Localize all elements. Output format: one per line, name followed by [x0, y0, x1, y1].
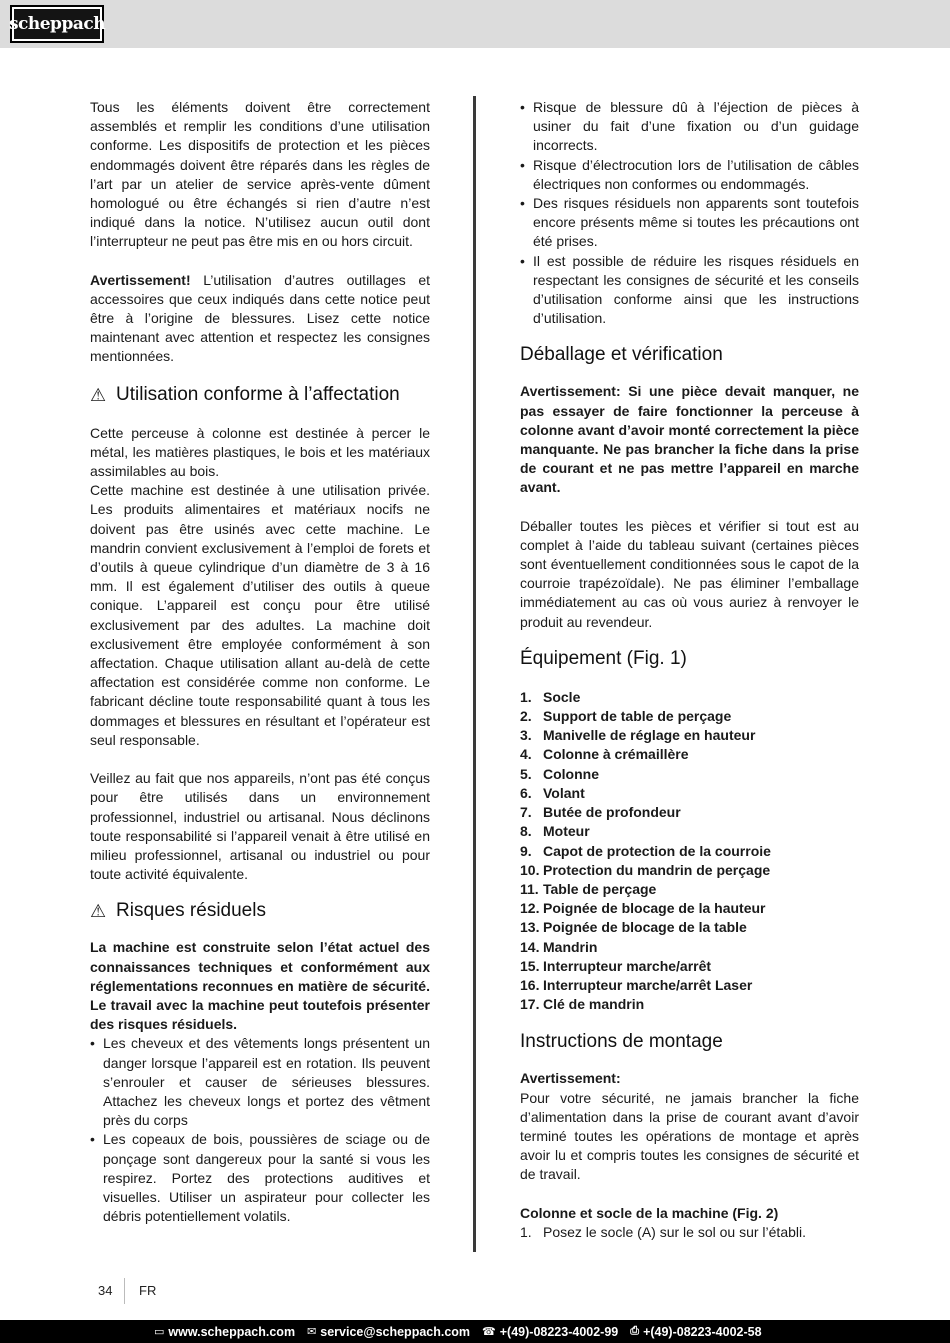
warning-text: L’utilisation d’autres outillages et accessoires que ceux indiqués dans cette notice peut être à l’origine de blessures. Lisez cette notice maintenant avec attention et respectez les consignes mentionnées.	[90, 271, 430, 365]
section-title-usage: Utilisation conforme à l’affectation	[116, 383, 400, 405]
risks-intro: La machine est construite selon l’état actuel des connaissances techniques et conformément aux réglementations reconnues en matière de sécurité. Le travail avec la machine peut toutefois présenter des risques résiduels.	[90, 939, 430, 1033]
list-item: • Des risques résiduels non apparents sont toutefois encore présents même si toutes les précautions ont été prises.	[520, 194, 859, 252]
page-footer	[0, 1320, 950, 1343]
item-label: Poignée de blocage de la hauteur	[543, 900, 766, 917]
item-number: 4.	[520, 746, 532, 763]
list-item	[520, 784, 859, 803]
mail-icon: ✉	[307, 1326, 317, 1338]
item-number: 8.	[520, 823, 532, 840]
monitor-icon: ▭	[154, 1326, 165, 1338]
item-label: Mandrin	[543, 938, 598, 955]
list-item	[520, 880, 859, 899]
language-code: FR	[139, 1283, 157, 1298]
brand-logo	[10, 5, 104, 43]
phone-icon: ☎	[482, 1326, 496, 1338]
list-item	[520, 995, 859, 1014]
item-label: Support de table de perçage	[543, 708, 732, 725]
page-header	[0, 0, 950, 48]
item-label: Moteur	[543, 823, 590, 840]
footer-web[interactable]	[154, 1325, 295, 1339]
usage-paragraph-1: Cette perceuse à colonne est destinée à percer le métal, les matières plastiques, le bois et les matériaux assimilables au bois.	[90, 424, 430, 480]
item-number: 6.	[520, 784, 532, 801]
list-item	[520, 938, 859, 957]
item-number: 11.	[520, 880, 539, 897]
warning-triangle-icon: ⚠	[90, 384, 107, 405]
item-number: 17.	[520, 996, 540, 1013]
footer-email[interactable]	[307, 1325, 470, 1339]
page-number-divider	[124, 1278, 125, 1304]
list-item	[520, 765, 859, 784]
item-number: 3.	[520, 727, 532, 744]
list-item	[520, 976, 859, 995]
column-divider	[473, 96, 476, 1252]
item-label: Clé de mandrin	[543, 996, 645, 1013]
list-item	[520, 803, 859, 822]
footer-email-text: service@scheppach.com	[320, 1324, 471, 1339]
list-item: • Les copeaux de bois, poussières de sciage ou de ponçage sont dangereux pour la santé si vous les respirez. Portez des protections auditives et visuelles. Utiliser un aspirateur pour collecter les débris potentiellement volatils.	[90, 1130, 430, 1226]
left-column	[90, 98, 430, 1226]
step-text: Posez le socle (A) sur le sol ou sur l’établi.	[543, 1223, 806, 1240]
item-label: Volant	[543, 784, 585, 801]
footer-fax-text: +(49)-08223-4002-58	[643, 1324, 762, 1339]
list-item: • Risque de blessure dû à l’éjection de pièces à usiner du fait d’une fixation ou d’un guidage incorrects.	[520, 98, 859, 156]
list-item	[520, 707, 859, 726]
mount-steps	[520, 1223, 859, 1242]
list-item	[520, 861, 859, 880]
right-column	[520, 98, 859, 1242]
item-number: 5.	[520, 765, 532, 782]
warning-triangle-icon: ⚠	[90, 901, 107, 922]
list-item: • Les cheveux et des vêtements longs présentent un danger lorsque l’appareil est en rotation. Ils peuvent s’enrouler et causer de sérieuses blessures. Attachez les cheveux longs et portez des vêtment près du corps	[90, 1034, 430, 1130]
list-item	[520, 688, 859, 707]
item-number: 12.	[520, 900, 540, 917]
section-title-equipment: Équipement (Fig. 1)	[520, 647, 687, 669]
item-number: 7.	[520, 804, 532, 821]
footer-web-text: www.scheppach.com	[168, 1324, 296, 1339]
footer-phone-text: +(49)-08223-4002-99	[499, 1324, 619, 1339]
item-label: Socle	[543, 688, 581, 705]
item-number: 13.	[520, 919, 540, 936]
list-item: • Risque d’électrocution lors de l’utilisation de câbles électriques non conformes ou endommagés.	[520, 156, 859, 194]
item-number: 14.	[520, 938, 540, 955]
section-heading-usage	[90, 382, 430, 408]
step-number: 1.	[520, 1223, 532, 1240]
list-item	[520, 745, 859, 764]
brand-name: scheppach	[8, 14, 106, 34]
unpack-warning: Avertissement: Si une pièce devait manquer, ne pas essayer de faire fonctionner la perceuse à colonne avant d’avoir monté correctement la pièce manquante. Ne pas brancher la fiche dans la prise de courant et ne pas mettre l’appareil en marche avant.	[520, 383, 859, 496]
mount-warning-text: Pour votre sécurité, ne jamais brancher la fiche d’alimentation dans la prise de courant avant d’avoir terminé toutes les opérations de montage et après avoir lu et compris toutes les consignes de sécurité et de travail.	[520, 1089, 859, 1183]
intro-paragraph: Tous les éléments doivent être correctement assemblés et remplir les conditions d’une utilisation conforme. Les dispositifs de protection et les pièces endommagés doivent être réparés dans les règles de l’art par un atelier de service après-vente dûment homologué ou être échangés si rien d’autre n’est indiqué dans la notice. N’utilisez aucun outil dont l’interrupteur ne peut pas être mis en ou hors circuit.	[90, 99, 430, 250]
list-item: • Il est possible de réduire les risques résiduels en respectant les consignes de sécurité et les conseils d’utilisation conforme ainsi que les instructions d’utilisation.	[520, 252, 859, 329]
list-item	[520, 822, 859, 841]
item-label: Butée de profondeur	[543, 804, 681, 821]
list-item	[520, 957, 859, 976]
warning-label: Avertissement!	[90, 271, 191, 288]
item-number: 10.	[520, 861, 540, 878]
item-number: 15.	[520, 957, 540, 974]
risks-list-right	[520, 98, 859, 328]
section-heading-risks	[90, 898, 430, 924]
usage-paragraph-2: Cette machine est destinée à une utilisation privée. Les produits alimentaires et matériaux nocifs ne doivent pas être usinés avec cette machine. Le mandrin convient exclusivement à l’emploi de forets et d’outils à queue cylindrique d’un diamètre de 3 à 16 mm. Il est également d’utiliser des outils à queue conique. L’appareil est conçu pour être utilisé exclusivement par des adultes. La machine doit exclusivement être employée conformément à son affectation. Chaque utilisation allant au-delà de cette affectation est considérée comme non conforme. Le fabricant décline toute responsabilité quant à tous les dommages et blessures en résultant et l’opérateur est seul responsable.	[90, 482, 430, 748]
list-item	[520, 842, 859, 861]
mount-warning-label: Avertissement:	[520, 1070, 621, 1087]
item-label: Poignée de blocage de la table	[543, 919, 747, 936]
item-number: 9.	[520, 842, 532, 859]
usage-paragraph-3: Veillez au fait que nos appareils, n’ont pas été conçus pour être utilisés dans un environnement professionnel, industriel ou artisanal. Nous déclinons toute responsabilité si l’appareil venait à être utilisé en milieu professionnel, artisanal ou industriel ou pour toute activité équivalente.	[90, 770, 430, 883]
risks-list-left	[90, 1034, 430, 1226]
section-title-risks: Risques résiduels	[116, 900, 266, 922]
item-label: Protection du mandrin de perçage	[543, 861, 771, 878]
item-label: Interrupteur marche/arrêt Laser	[543, 976, 753, 993]
list-item	[520, 899, 859, 918]
item-label: Table de perçage	[543, 880, 657, 897]
item-label: Colonne	[543, 765, 599, 782]
item-number: 1.	[520, 688, 532, 705]
fax-icon: ⎙	[630, 1325, 640, 1337]
section-title-unpack: Déballage et vérification	[520, 344, 723, 366]
list-item	[520, 726, 859, 745]
item-label: Manivelle de réglage en hauteur	[543, 727, 756, 744]
item-label: Capot de protection de la courroie	[543, 842, 771, 859]
list-item	[520, 1223, 859, 1242]
item-number: 2.	[520, 708, 532, 725]
item-label: Interrupteur marche/arrêt	[543, 957, 712, 974]
footer-phone[interactable]	[482, 1325, 618, 1339]
section-title-mounting: Instructions de montage	[520, 1031, 723, 1053]
equipment-list	[520, 688, 859, 1014]
warning-paragraph	[90, 271, 430, 367]
item-label: Colonne à crémaillère	[543, 746, 689, 763]
item-number: 16.	[520, 976, 540, 993]
page-number: 34	[98, 1283, 113, 1298]
unpack-paragraph: Déballer toutes les pièces et vérifier si tout est au complet à l’aide du tableau suivant (certaines pièces sont éventuellement conditionnées sous le capot de la courroie trapézoïdale). Ne pas éliminer l’emballage immédiatement au cas où vous auriez à renvoyer le produit au revendeur.	[520, 517, 859, 630]
list-item	[520, 918, 859, 937]
footer-fax[interactable]	[630, 1325, 761, 1339]
column-base-title: Colonne et socle de la machine (Fig. 2)	[520, 1204, 779, 1221]
